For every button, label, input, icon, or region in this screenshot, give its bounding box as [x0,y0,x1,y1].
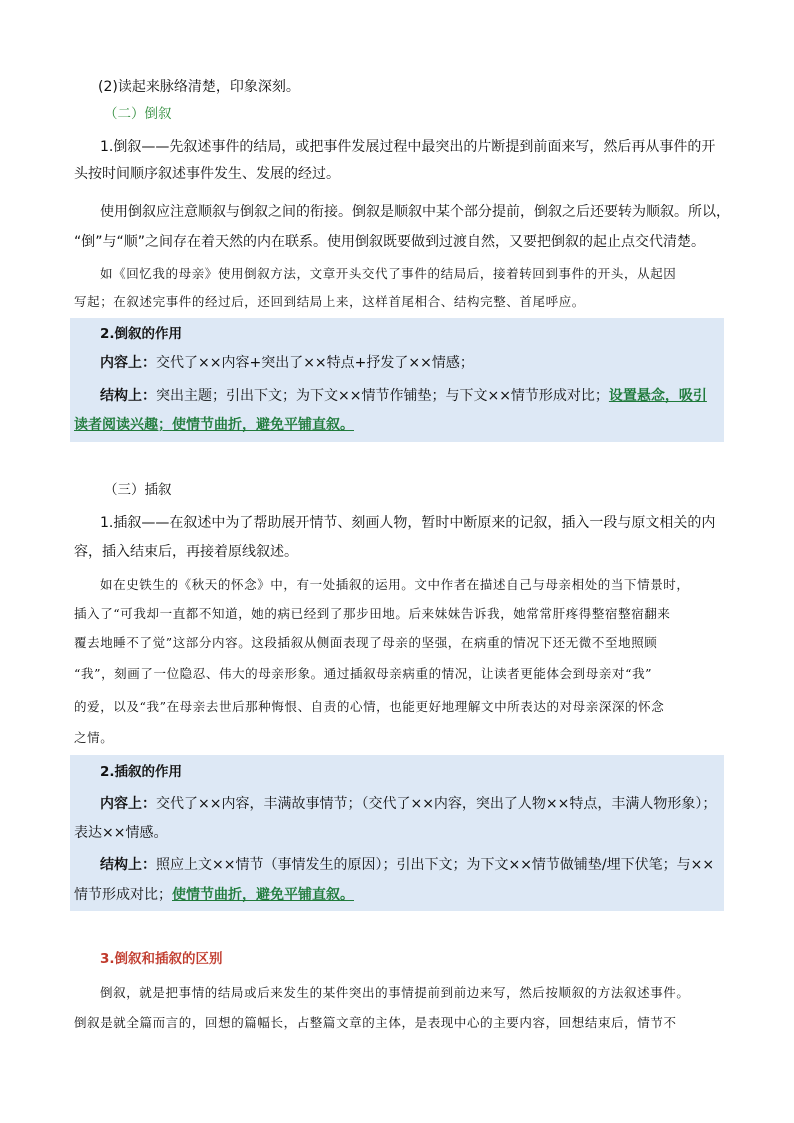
structure-highlight-b: 读者阅读兴趣；使情节曲折，避免平铺直叙。 [74,417,354,433]
chaxu-example-line-6: 之情。 [74,730,114,745]
structure-text-2: 情节形成对比； [74,887,172,903]
daoxu-function-title: 2.倒叙的作用 [100,326,183,342]
structure-label: 结构上： [100,857,156,873]
section-heading-daoxu: （二）倒叙 [104,106,172,122]
chaxu-example-line-4: “我”，刻画了一位隐忍、伟大的母亲形象。通过插叙母亲病重的情况，让读者更能体会到母亲对“我” [74,666,653,681]
content-text: 交代了××内容，丰满故事情节；（交代了××内容，突出了人物××特点，丰满人物形象）； [156,796,717,812]
structure-text: 突出主题；引出下文；为下文××情节作铺垫；与下文××情节形成对比； [156,388,609,404]
daoxu-note-line-1: 使用倒叙应注意顺叙与倒叙之间的衔接。倒叙是顺叙中某个部分提前，倒叙之后还要转为顺叙。所以， [100,204,730,220]
chaxu-example-line-5: 的爱，以及“我”在母亲去世后那种悔恨、自责的心情，也能更好地理解文中所表达的对母亲深深的怀念 [74,699,665,714]
structure-text: 照应上文××情节（事情发生的原因）；引出下文；为下文××情节做铺垫/埋下伏笔；与×× [156,857,715,873]
daoxu-function-box [70,318,724,442]
daoxu-definition-line-2: 头按时间顺序叙述事件发生、发展的经过。 [74,166,340,182]
chaxu-example-line-3: 覆去地睡不了觉”这部分内容。这段插叙从侧面表现了母亲的坚强，在病重的情况下还无微不至地照顾 [74,635,658,650]
chaxu-example-line-2: 插入了“可我却一直都不知道，她的病已经到了那步田地。后来妹妹告诉我，她常常肝疼得整宿整宿翻来 [74,606,671,621]
chaxu-function-box [70,755,724,911]
section-heading-difference: 3.倒叙和插叙的区别 [100,951,223,967]
daoxu-example-line-1: 如《回忆我的母亲》使用倒叙方法，文章开头交代了事件的结局后，接着转回到事件的开头，从起因 [100,266,677,281]
daoxu-function-structure-cont [74,415,354,435]
chaxu-definition-line-1: 1.插叙——在叙述中为了帮助展开情节、刻画人物，暂时中断原来的记叙，插入一段与原文相关的内 [100,515,716,531]
content-label: 内容上： [100,796,156,812]
paragraph-point-2: (2)读起来脉络清楚，印象深刻。 [98,79,300,95]
daoxu-function-structure [100,386,707,406]
structure-label: 结构上： [100,388,156,404]
chaxu-function-title: 2.插叙的作用 [100,764,183,780]
chaxu-function-structure [100,855,714,875]
chaxu-example-line-1: 如在史铁生的《秋天的怀念》中，有一处插叙的运用。文中作者在描述自己与母亲相处的当下情景时， [100,577,690,592]
structure-highlight: 使情节曲折，避免平铺直叙。 [172,887,354,903]
daoxu-note-line-2: “倒”与“顺”之间存在着天然的内在联系。使用倒叙既要做到过渡自然，又要把倒叙的起止点交代清楚。 [74,234,706,250]
chaxu-function-content-cont: 表达××情感。 [74,825,168,841]
chaxu-function-structure-cont [74,885,354,905]
chaxu-function-content [100,794,716,814]
difference-line-1: 倒叙，就是把事情的结局或后来发生的某件突出的事情提前到前边来写，然后按顺叙的方法叙述事件。 [100,985,690,1000]
chaxu-definition-line-2: 容，插入结束后，再接着原线叙述。 [74,544,298,560]
section-heading-chaxu: （三）插叙 [104,482,172,498]
daoxu-example-line-2: 写起；在叙述完事件的经过后，还回到结局上来，这样首尾相合、结构完整、首尾呼应。 [74,294,585,309]
content-text: 交代了××内容+突出了××特点+抒发了××情感； [156,355,474,371]
difference-line-2: 倒叙是就全篇而言的，回想的篇幅长，占整篇文章的主体，是表现中心的主要内容，回想结束后，情节不 [74,1015,677,1030]
daoxu-definition-line-1: 1.倒叙——先叙述事件的结局，或把事件发展过程中最突出的片断提到前面来写，然后再从事件的开 [100,139,716,155]
daoxu-function-content [100,353,474,373]
structure-highlight-a: 设置悬念，吸引 [608,388,707,404]
content-label: 内容上： [100,355,156,371]
